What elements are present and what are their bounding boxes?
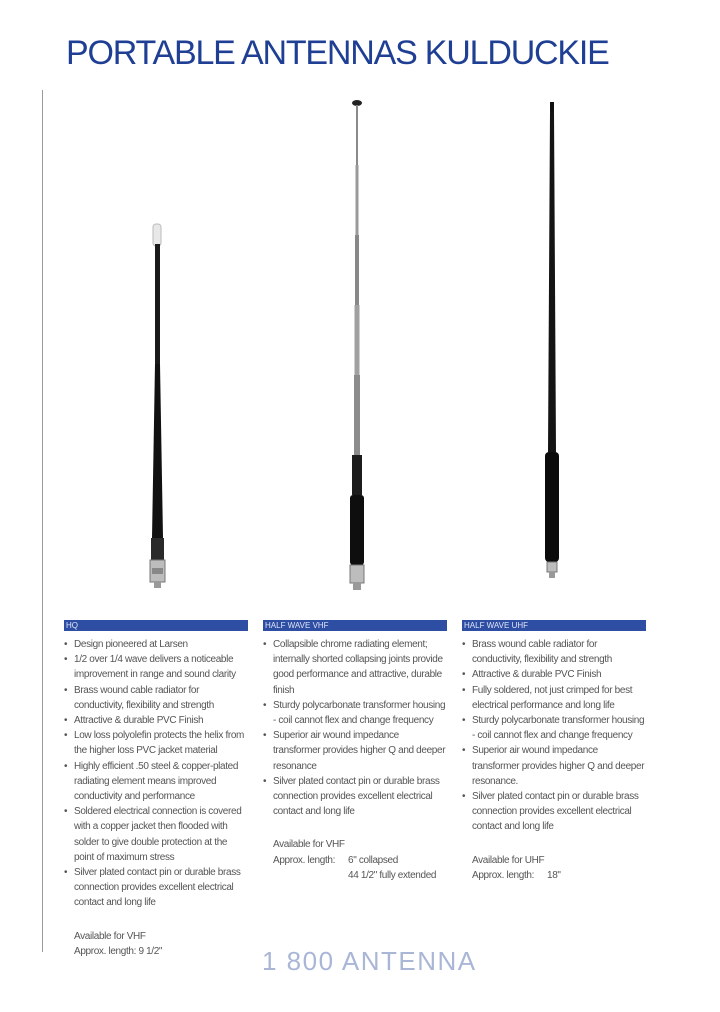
approx-length-text: Approx. length: 9 1/2" [74,945,163,957]
list-item: • Superior air wound impedance transformer provides higher Q and deeper resonance. [462,743,646,789]
list-item: • Attractive & durable PVC Finish [462,667,646,682]
feature-list-half-wave-uhf [462,637,646,835]
available-for-text: Available for VHF [273,839,345,851]
approx-length-extended: 44 1/2" fully extended [348,869,437,881]
list-item: • Brass wound cable radiator for conductivity, flexibility and strength [462,637,646,667]
product-header-hq: HQ [64,620,248,631]
list-item: • Highly efficient .50 steel & copper-plated radiating element means improved conductivity and performance [64,759,248,805]
list-item: • Silver plated contact pin or durable brass connection provides excellent electrical contact and long life [263,774,447,820]
product-column-hq [64,620,248,959]
list-item: • Soldered electrical connection is covered with a copper jacket then flooded with solder to give double protection at the point of maximum stress [64,804,248,865]
list-item: • Brass wound cable radiator for conductivity, flexibility and strength [64,683,248,713]
available-for-text: Available for VHF [74,930,146,942]
approx-length-value: 18" [547,869,561,881]
list-item: • Superior air wound impedance transformer provides higher Q and deeper resonance [263,728,447,774]
list-item: • Collapsible chrome radiating element; internally shorted collapsing joints provide good performance and attractive, durable finish [263,637,447,698]
available-for-text: Available for UHF [472,854,545,866]
list-item: • Sturdy polycarbonate transformer housing - coil cannot flex and change frequency [462,713,646,743]
list-item: • Fully soldered, not just crimped for best electrical performance and long life [462,683,646,713]
availability-hq [64,929,248,959]
list-item: • Attractive & durable PVC Finish [64,713,248,728]
page-title: PORTABLE ANTENNAS KULDUCKIE [66,34,609,72]
list-item: • Silver plated contact pin or durable brass connection provides excellent electrical contact and long life [64,865,248,911]
list-item: • Sturdy polycarbonate transformer housing - coil cannot flex and change frequency [263,698,447,728]
approx-length-label: Approx. length: [472,869,535,881]
list-item: • Low loss polyolefin protects the helix from the higher loss PVC jacket material [64,728,248,758]
product-column-half-wave-uhf [462,620,646,883]
availability-half-wave-vhf [263,837,447,883]
availability-half-wave-uhf [462,853,646,883]
hq-antenna-image [140,218,176,594]
list-item: • 1/2 over 1/4 wave delivers a noticeable improvement in range and sound clarity [64,652,248,682]
approx-length-row [472,868,646,883]
product-header-half-wave-vhf: HALF WAVE VHF [263,620,447,631]
list-item: • Silver plated contact pin or durable brass connection provides excellent electrical contact and long life [462,789,646,835]
half-wave-uhf-antenna-image [534,102,570,580]
footer-phone-number: 1 800 ANTENNA [262,946,477,976]
list-item: • Design pioneered at Larsen [64,637,248,652]
approx-length-label: Approx. length: [273,854,336,866]
approx-length-value: 6" collapsed [348,854,398,866]
left-margin-rule [42,90,43,952]
approx-length-row [273,853,447,868]
product-header-half-wave-uhf: HALF WAVE UHF [462,620,646,631]
feature-list-half-wave-vhf [263,637,447,819]
feature-list-hq [64,637,248,911]
half-wave-vhf-antenna-image [340,98,376,592]
product-column-half-wave-vhf [263,620,447,883]
